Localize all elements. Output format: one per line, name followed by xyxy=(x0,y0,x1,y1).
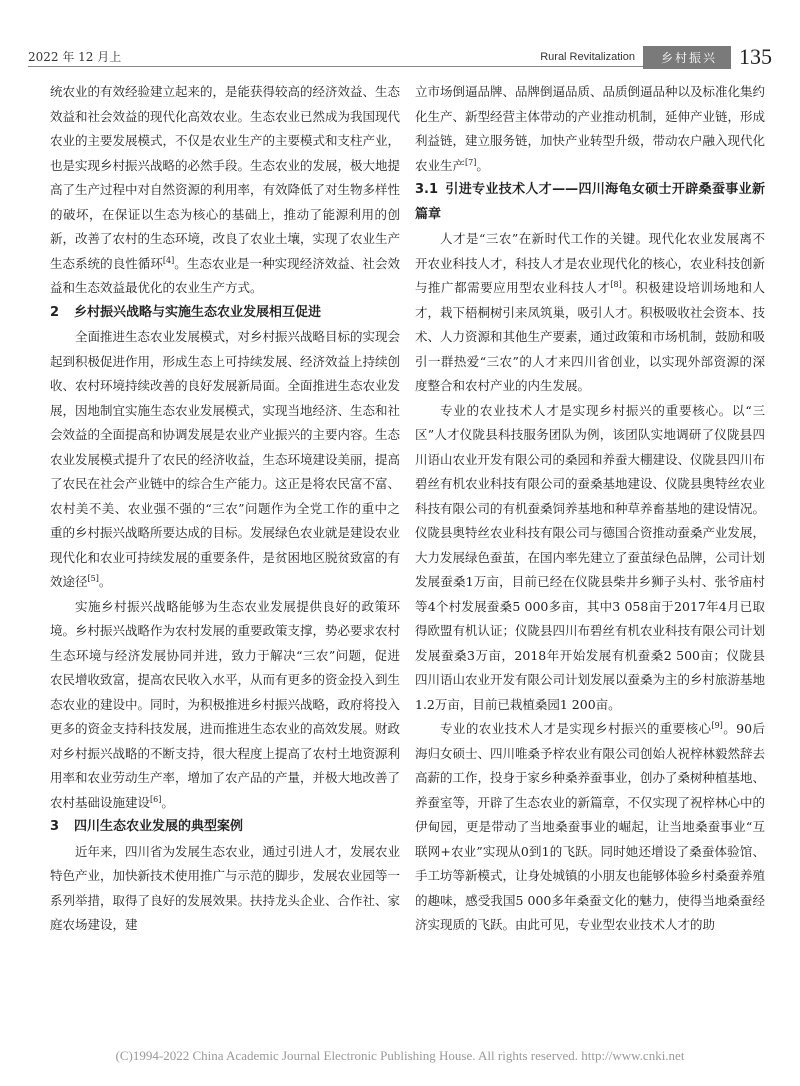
citation[interactable]: [5] xyxy=(87,573,99,583)
issue-date: 2022 年 12 月上 xyxy=(28,50,122,64)
citation[interactable]: [6] xyxy=(150,794,162,804)
right-column xyxy=(415,80,765,938)
paragraph: 专业的农业技术人才是实现乡村振兴的重要核心。以“三区”人才仪陇县科技服务团队为例，该团队实地调研了仪陇县四川语山农业开发有限公司的桑园和养蚕大棚建设、仪陇县四川布碧丝有机农业科技有限公司的蚕桑基地建设、仪陇县奥特丝农业科技有限公司的有机蚕桑饲养基地和种草养畜基地的建设情况。仪陇县奥特丝农业科技有限公司与德国合资推动蚕桑产业发展，大力发展绿色蚕茧，在国内率先建立了蚕茧绿色品牌，公司计划发展蚕桑1万亩，目前已经在仪陇县柴井乡狮子头村、张爷庙村等4个村发展蚕桑5 000多亩，其中3 058亩于2017年4月已取得欧盟有机认证；仪陇县四川布碧丝有机农业科技有限公司计划发展蚕桑3万亩，2018年开始发展有机蚕桑2 500亩；仪陇县四川语山农业开发有限公司计划发展以蚕桑为主的乡村旅游基地1.2万亩，目前已栽植桑园1 200亩。 xyxy=(415,402,766,712)
citation[interactable]: [8] xyxy=(610,279,622,289)
citation[interactable]: [7] xyxy=(465,157,477,167)
copyright-footer: (C)1994-2022 China Academic Journal Electronic Publishing House. All rights reserved. http://www.cnki.net xyxy=(115,1048,685,1063)
paragraph: 统农业的有效经验建立起来的，是能获得较高的经济效益、生态效益和社会效益的现代化高效农业。生态农业已然成为我国现代农业的主要发展模式，不仅是农业生产的主要模式和支柱产业，也是实现乡村振兴战略的必然手段。生态农业的发展，极大地提高了生产过程中对自然资源的利用率，有效降低了对生物多样性的破坏，在保证以生态为核心的基础上，推动了能源利用的创新，改善了农村的生态环境，改良了农业土壤，实现了农业生产生态系统的良性循环[4]。生态农业是一种实现经济效益、社会效益和生态效益最优化的农业生产方式。 xyxy=(50,84,401,295)
section-heading-3-1: 3.1 引进专业技术人才——四川海龟女硕士开辟桑蚕事业新篇章 xyxy=(415,182,765,222)
journal-name-badge: 乡村振兴 xyxy=(643,46,731,69)
paragraph: 近年来，四川省为发展生态农业，通过引进人才，发展农业特色产业，加快新技术使用推广与示范的脚步，发展农业园等一系列举措，取得了良好的发展效果。扶持龙头企业、合作社、家庭农场建设，建 xyxy=(50,843,401,932)
journal-name-en: Rural Revitalization xyxy=(540,51,635,63)
citation[interactable]: [9] xyxy=(711,720,723,730)
paragraph: 实施乡村振兴战略能够为生态农业发展提供良好的政策环境。乡村振兴战略作为农村发展的重要政策支撑，势必要求农村生态环境与经济发展协同并进，致力于解决“三农”问题，促进农民增收致富，提高农民收入水平，从而有更多的资金投入到生态农业的建设中。同时，为积极推进乡村振兴战略，政府将投入更多的资金支持科技发展，进而推进生态农业的高效发展。财政对乡村振兴战略的不断支持，很大程度上提高了农村土地资源利用率和农业劳动生产率，增加了农产品的产量，并极大地改善了农村基础设施建设[6]。 xyxy=(50,598,401,810)
header-journal xyxy=(540,44,772,70)
section-heading-2: 2 乡村振兴战略与实施生态农业发展相互促进 xyxy=(50,304,322,320)
paragraph: 专业的农业技术人才是实现乡村振兴的重要核心[9]。90后海归女硕士、四川唯桑予梓农业有限公司创始人祝梓林毅然辞去高薪的工作，投身于家乡种桑养蚕事业，创办了桑树种植基地、养蚕室等，开辟了生态农业的新篇章，不仅实现了祝梓林心中的伊甸园，更是带动了当地桑蚕事业的崛起，让当地桑蚕事业“互联网+农业”实现从0到1的飞跃。同时她还增设了桑蚕体验馆、手工坊等新模式，让身处城镇的小朋友也能够体验乡村桑蚕养殖的趣味，感受我国5 000多年桑蚕文化的魅力，使得当地桑蚕经济实现质的飞跃。由此可见，专业型农业技术人才的助 xyxy=(415,720,766,932)
citation[interactable]: [4] xyxy=(162,255,175,265)
paragraph: 全面推进生态农业发展模式，对乡村振兴战略目标的实现会起到积极促进作用，形成生态上可持续发展、经济效益上持续创收、农村环境持续改善的良好发展新局面。全面推进生态农业发展，因地制宜实施生态农业发展模式，实现当地经济、生态和社会效益的全面提高和协调发展是农业产业振兴的主要内容。生态农业发展模式提升了农民的经济收益，生态环境建设美丽，提高了农民在社会产业链中的综合生产能力。这正是将农民富不富、农村美不美、农业强不强的“三农”问题作为全党工作的重中之重的乡村振兴战略所要达成的目标。发展绿色农业就是建设农业现代化和农业可持续发展的重要条件，是贫困地区脱贫致富的有效途径[5]。 xyxy=(50,329,401,589)
left-column xyxy=(50,80,400,938)
paragraph: 立市场倒逼品牌、品牌倒逼品质、品质倒逼品种以及标准化集约化生产、新型经营主体带动的产业推动机制，延伸产业链，形成利益链，建立服务链，加快产业转型升级，带动农户融入现代化农业生产[7]。 xyxy=(415,84,766,173)
paragraph: 人才是“三农”在新时代工作的关键。现代化农业发展离不开农业科技人才，科技人才是农业现代化的核心，农业科技创新与推广都需要应用型农业科技人才[8]。积极建设培训场地和人才，栽下梧桐树引来凤筑巢，吸引人才。积极吸收社会资本、技术、人力资源和其他生产要素，通过政策和市场机制，鼓励和吸引一群热爱“三农”的人才来四川省创业，以实现外部资源的深度整合和农村产业的内生发展。 xyxy=(415,231,766,393)
page-number: 135 xyxy=(739,44,772,69)
page-header xyxy=(28,44,772,74)
section-heading-3: 3 四川生态农业发展的典型案例 xyxy=(50,819,244,834)
